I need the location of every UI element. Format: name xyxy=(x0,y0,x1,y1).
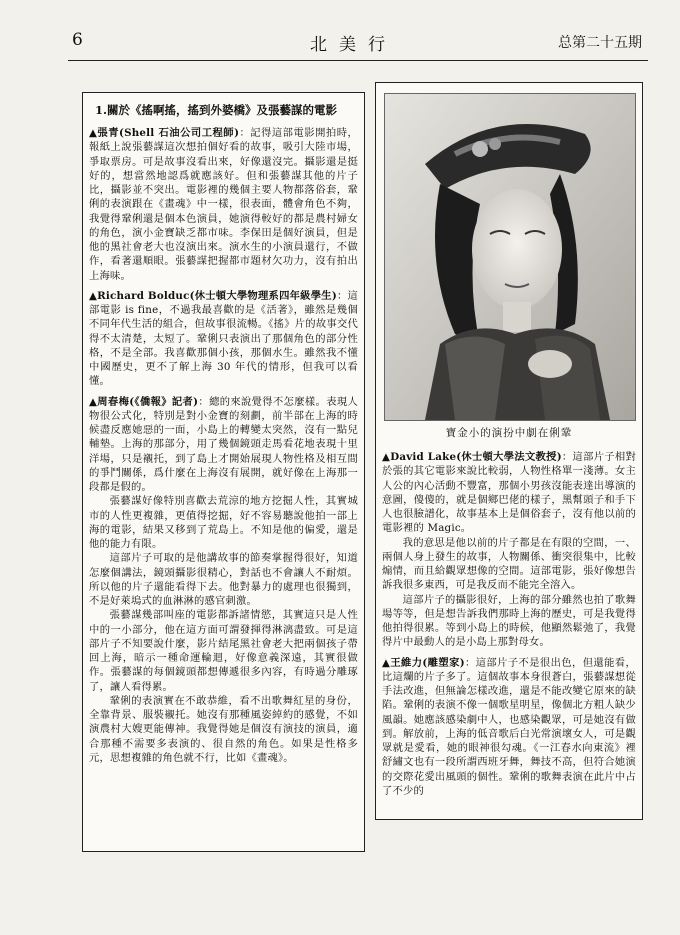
paragraph: 這部片子可取的是他講故事的節奏掌握得很好，知道怎麼個講法，鏡頭攝影很精心，對話也不會讓人不耐煩。所以他的片子還能看得下去。他對暴力的處理也很獨到，不是好萊塢式的血淋淋的感官刺激。 xyxy=(89,552,358,607)
comment-text: ：總的來說覺得不怎麼樣。表現人物很公式化，特別是對小金寶的刻劃，前半部在上海的時候盡反應她惡的一面，小島上的轉變太突然，沒有一點兒輔墊。上海的那部分，用了幾個鏡頭走馬看花地表現十里洋場，只是襯托，到了島上才開始展現人物性格及相互間的爭鬥關係，爲什麼在上海沒有展開，就好像在上海那一段都是假的。 xyxy=(89,395,358,493)
publication-title: 北美行 xyxy=(310,35,397,55)
photo-caption: 寶金小的演扮中劇在俐鞏 xyxy=(445,427,573,439)
speaker-zhou-chunmei: ▲周春梅(《僑報》記者) xyxy=(89,395,199,408)
comment-richard-bolduc xyxy=(89,289,358,389)
left-column-box xyxy=(82,92,365,852)
comment-text: ：這部片子相對於張的其它電影來說比較弱，人物性格單一淺薄。女主人公的內心活動不豐富，那個小男孩沒能表達出導演的意圖，傻傻的，就是個鄉巴佬的樣子，黑幫頭子和手下人也很臉譜化，故事基本上是個俗套子，沒有他以前的電影裡的 Magic。 xyxy=(382,451,636,535)
comment-text: ：這部電影 is fine，不過我最喜歡的是《活著》，雖然是幾個不同年代生活的組合，但故事很流暢。《搖》片的故事交代得不太清楚，太短了。鞏俐只表演出了那個角色的部分性格，不是全部。我喜歡那個小孩，那個水生。雖然我不懂中國歷史，更不了解上海 30 年代的情形，但我可以看懂。 xyxy=(89,289,358,388)
comment-zhou-chunmei xyxy=(89,395,358,495)
paragraph: 鞏俐的表演實在不敢恭維，看不出歌舞紅星的身份，全靠背景、服裝襯托。她沒有那種風姿綽約的感覺，不如演農村大嫂更能傳神。我覺得她是個沒有演技的演員，適合那種不需要多表演的、很自然的角色。如果是性格多元，思想複雜的角色就不行，比如《畫魂》。 xyxy=(89,694,358,764)
comment-text: ：這部片子不是很出色，但還能看，比這爛的片子多了。這個故事本身很蒼白，張藝謀想從手法改進，但無論怎樣改進，還是不能改變它原來的缺陷。鞏俐的表演不像一個歌星明星，像個北方粗人缺少風韻。她應該感染劇中人，也感染觀眾，可是她沒有做到。解放前，上海的低音歌后白光常演壞女人，可是觀眾就是愛看，她的眼神很勾魂。《一江春水向東流》裡舒繡文也有一段所謂西班牙舞，舞技不高，但符合她演的交際花愛出風頭的個性。鞏俐的歌舞表演在此片中占了不少的 xyxy=(382,656,636,797)
page-header xyxy=(72,30,642,58)
header-rule xyxy=(68,60,648,61)
portrait-image xyxy=(385,94,635,420)
speaker-david-lake: ▲David Lake(休士頓大學法文教授) xyxy=(382,451,562,463)
speaker-zhang-qing: ▲張青(Shell 石油公司工程師) xyxy=(89,127,240,139)
comment-zhang-qing xyxy=(89,126,358,283)
paragraph: 張藝謀幾部叫座的電影都訴諸情慾，其實這只是人性中的一小部分，他在這方面可謂發揮得淋漓盡致。可是這部片子不知要說什麼，影片結尾黑社會老大把兩個孩子帶回上海，暗示一種命運輪迴，好像意義深遠，其實很做作。張藝謀的每個鏡頭都想傳遞很多內容，有時過分雕琢了，讓人看得累。 xyxy=(89,609,358,693)
speaker-richard-bolduc: ▲Richard Bolduc(休士頓大學物理系四年級學生) xyxy=(89,289,337,302)
paragraph: 這部片子的攝影很好，上海的部分雖然也拍了歌舞場等等，但是想告訴我們那時上海的歷史，可是我覺得他拍得很累。等到小島上的時候，他顯然鬆弛了，我覺得片中最動人的是小島上那對母女。 xyxy=(382,593,636,649)
right-column-box xyxy=(375,82,643,820)
section-title: 1.關於《搖啊搖，搖到外婆橋》及張藝謀的電影 xyxy=(95,103,338,117)
speaker-wang-weili: ▲王維力(雕塑家) xyxy=(382,656,465,669)
paragraph: 張藝謀好像特別喜歡去荒涼的地方挖掘人性，其實城市的人性更複雜，更值得挖掘，好不容易聽說他拍一部上海的電影，結果又移到了荒島上。不知是他的偏愛，還是他的能力有限。 xyxy=(89,495,358,550)
comment-wang-weili xyxy=(382,656,636,799)
comment-david-lake xyxy=(382,450,636,536)
issue-number: 总第二十五期 xyxy=(558,35,642,51)
film-still-photo xyxy=(384,93,636,421)
comment-text: ：記得這部電影開拍時，報紙上說張藝謀這次想拍個好看的故事，吸引大陸市場，爭取票房。可是故事沒看出來，好像還沒完。攝影還是挺好的，想當然地認爲就應該好。但和張藝謀其他的片子比，攝影並不突出。電影裡的幾個主要人物都落俗套，鞏俐的表演跟在《畫魂》中一樣，很表面，體會角色不夠，我覺得鞏俐還是個本色演員，她演得較好的都是農村婦女的角色，演小金寶缺乏都市味。李保田是個好演員，但是他的黑社會老大也沒演出來。演水生的小演員還行，不做作，看著還順眼。張藝謀把握都市題材欠功力，沒有拍出上海味。 xyxy=(89,127,358,282)
paragraph: 我的意思是他以前的片子都是在有限的空間，一、兩個人身上發生的故事，人物關係、衝突很集中，比較煽情，而且給觀眾想像的空間。這部電影，張好像想告訴我很多東西，可是我反而不能完全溶入。 xyxy=(382,536,636,592)
page-number: 6 xyxy=(72,30,83,50)
